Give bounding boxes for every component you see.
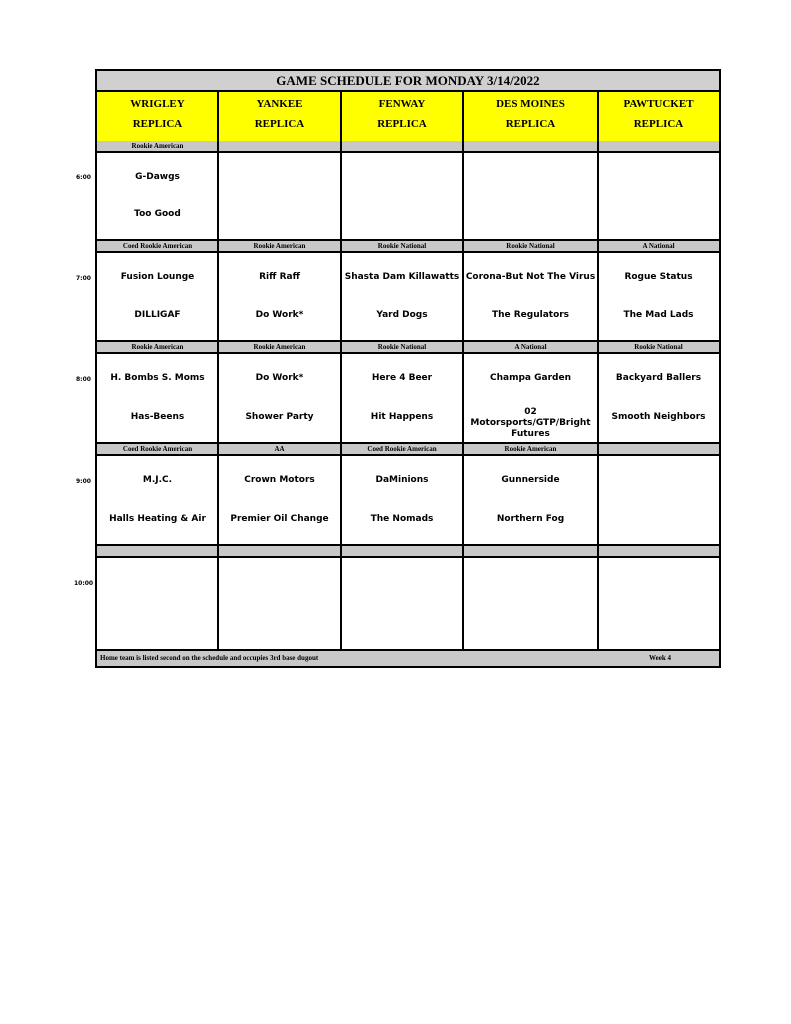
- schedule-table: [95, 69, 721, 668]
- away-team: M.J.C.: [142, 475, 173, 485]
- away-team: Do Work*: [255, 373, 304, 383]
- home-team: 02 Motorsports/GTP/Bright Futures: [470, 407, 591, 439]
- division-label: [97, 546, 218, 556]
- footer-note: Home team is listed second on the schedule and occupies 3rd base dugout: [100, 654, 319, 662]
- game-row: [97, 558, 719, 651]
- home-team: Yard Dogs: [376, 310, 428, 320]
- column-divider: [217, 92, 219, 651]
- division-label: Coed Rookie American: [122, 445, 193, 453]
- game-row: [97, 354, 719, 444]
- field-name: DES MOINES: [496, 98, 565, 110]
- away-team: Crown Motors: [244, 475, 315, 485]
- division-label: Rookie American: [253, 242, 306, 250]
- time-label: 9:00: [76, 478, 91, 485]
- field-name: WRIGLEY: [130, 98, 185, 110]
- division-label: A National: [642, 242, 675, 250]
- field-subtitle: REPLICA: [377, 118, 427, 130]
- field-header-5: [598, 92, 719, 141]
- division-label: [218, 546, 341, 556]
- division-label: Rookie American: [131, 343, 184, 351]
- division-strip: [97, 141, 719, 153]
- field-header-2: [218, 92, 341, 141]
- field-header-1: [97, 92, 218, 141]
- division-strip: [97, 241, 719, 253]
- home-team: Northern Fog: [496, 514, 565, 524]
- away-team: G-Dawgs: [135, 172, 180, 182]
- field-name: FENWAY: [378, 98, 426, 110]
- division-label: Rookie National: [634, 343, 683, 351]
- column-divider: [597, 92, 599, 651]
- division-label: Rookie National: [506, 242, 555, 250]
- division-label: [218, 141, 341, 151]
- away-team: Shasta Dam Killawatts: [344, 272, 460, 282]
- field-header-3: [341, 92, 463, 141]
- division-strip: [97, 342, 719, 354]
- division-label: Coed Rookie American: [122, 242, 193, 250]
- game-row: [97, 456, 719, 546]
- week-label: Week 4: [649, 654, 671, 662]
- home-team: Do Work*: [255, 310, 304, 320]
- column-divider: [462, 92, 464, 651]
- division-strip: [97, 444, 719, 456]
- field-name: PAWTUCKET: [623, 98, 694, 110]
- time-label: 7:00: [76, 275, 91, 282]
- away-team: Corona-But Not The Virus: [465, 272, 596, 282]
- away-team: Backyard Ballers: [615, 373, 702, 383]
- field-subtitle: REPLICA: [505, 118, 556, 130]
- field-header-4: [463, 92, 598, 141]
- home-team: Has-Beens: [130, 412, 185, 422]
- division-label: Rookie National: [377, 242, 427, 250]
- away-team: Rogue Status: [624, 272, 693, 282]
- schedule-footer: [97, 651, 719, 666]
- away-team: H. Bombs S. Moms: [110, 373, 205, 383]
- division-label: Rookie American: [131, 142, 184, 150]
- game-row: [97, 253, 719, 342]
- game-row: [97, 153, 719, 241]
- home-team: The Mad Lads: [623, 310, 694, 320]
- home-team: The Regulators: [491, 310, 570, 320]
- division-label: Rookie American: [253, 343, 306, 351]
- division-label: Coed Rookie American: [367, 445, 437, 453]
- away-team: Champa Garden: [490, 373, 571, 383]
- division-label: Rookie National: [377, 343, 427, 351]
- field-name: YANKEE: [256, 98, 303, 110]
- division-label: AA: [274, 445, 285, 453]
- away-team: Here 4 Beer: [371, 373, 433, 383]
- field-subtitle: REPLICA: [132, 118, 183, 130]
- division-strip: [97, 546, 719, 558]
- away-team: Riff Raff: [259, 272, 300, 282]
- home-team: Halls Heating & Air: [109, 514, 206, 524]
- division-label: [598, 444, 719, 454]
- time-label: 6:00: [76, 174, 91, 181]
- field-header-row: [97, 92, 719, 143]
- division-label: [341, 141, 463, 151]
- home-team: The Nomads: [370, 514, 434, 524]
- schedule-title: GAME SCHEDULE FOR MONDAY 3/14/2022: [97, 71, 719, 92]
- time-label: 10:00: [74, 580, 94, 587]
- away-team: Gunnerside: [501, 475, 560, 485]
- home-team: Hit Happens: [370, 412, 434, 422]
- home-team: DILLIGAF: [134, 310, 181, 320]
- field-subtitle: REPLICA: [254, 118, 305, 130]
- home-team: Smooth Neighbors: [611, 412, 706, 422]
- home-team: Premier Oil Change: [230, 514, 329, 524]
- column-divider: [340, 92, 342, 651]
- home-team: Too Good: [134, 209, 181, 219]
- field-subtitle: REPLICA: [633, 118, 684, 130]
- division-label: [598, 546, 719, 556]
- division-label: [598, 141, 719, 151]
- division-label: Rookie American: [504, 445, 557, 453]
- division-label: [463, 141, 598, 151]
- away-team: Fusion Lounge: [120, 272, 195, 282]
- home-team: Shower Party: [245, 412, 314, 422]
- division-label: [341, 546, 463, 556]
- away-team: DaMinions: [375, 475, 429, 485]
- time-label: 8:00: [76, 376, 91, 383]
- division-label: A National: [514, 343, 547, 351]
- division-label: [463, 546, 598, 556]
